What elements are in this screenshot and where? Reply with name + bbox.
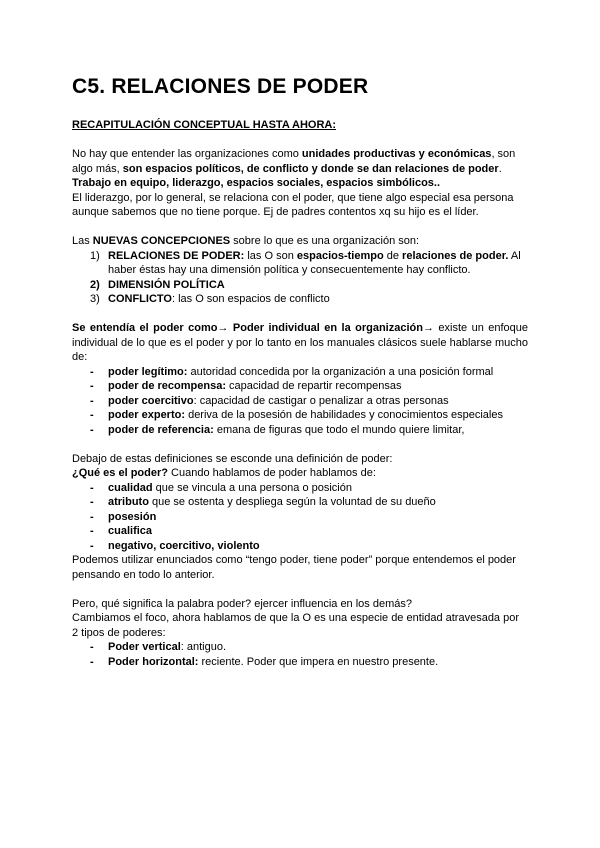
page-title: C5. RELACIONES DE PODER <box>72 75 369 98</box>
poder-types-list <box>72 365 528 438</box>
list-item: 3) CONFLICTO: las O son espacios de conflicto <box>90 293 330 305</box>
list-item: 1) RELACIONES DE PODER: las O son espacios-tiempo de relaciones de poder. Al haber éstas hay una dimensión política y consecuentemente hay conflicto. <box>90 249 521 276</box>
list-item: - poder de referencia: emana de figuras que todo el mundo quiere limitar, <box>90 423 465 436</box>
que-es-poder-question: ¿Qué es el poder? Cuando hablamos de poder hablamos de: <box>72 467 376 479</box>
list-item: - poder experto: deriva de la posesión de habilidades y conocimientos especiales <box>90 409 503 421</box>
cambiamos-paragraph: Cambiamos el foco, ahora hablamos de que la O es una especie de entidad atravesada por 2 tipos de poderes: <box>72 612 520 639</box>
intro-paragraph: No hay que entender las organizaciones como unidades productivas y económicas, son algo más, son espacios políticos, de conflicto y donde se dan relaciones de poder. Trabajo en equipo, liderazgo, espacios sociales, espacios simbólicos.. <box>72 148 516 189</box>
list-item: - cualifica <box>90 525 153 537</box>
significa-question: Pero, qué significa la palabra poder? ejercer influencia en los demás? <box>72 597 412 610</box>
liderazgo-paragraph: El liderazgo, por lo general, se relaciona con el poder, que tiene algo especial esa persona aunque sabemos que no tiene porque. Ej de padres contentos xq su hijo es el líder. <box>72 191 514 218</box>
list-item: - poder coercitivo: capacidad de castigar o penalizar a otras personas <box>90 394 449 407</box>
section-subheading: RECAPITULACIÓN CONCEPTUAL HASTA AHORA: <box>72 119 336 131</box>
list-item: - Poder vertical: antiguo. <box>90 641 227 653</box>
list-item: - poder legítimo: autoridad concedida por la organización a una posición formal <box>90 365 494 378</box>
poder-attributes-list <box>72 481 528 554</box>
list-item: - poder de recompensa: capacidad de repartir recompensas <box>90 380 402 392</box>
list-item: 2) DIMENSIÓN POLÍTICA <box>90 278 225 291</box>
nuevas-lead: Las NUEVAS CONCEPCIONES sobre lo que es una organización son: <box>72 235 420 247</box>
poder-individual-paragraph: Se entendía el poder como→ Poder individual en la organización→ existe un enfoque individual de lo que es el poder y por lo tanto en los manuales clásicos suele hablarse mucho de: <box>72 322 529 363</box>
definicion-line: Debajo de estas definiciones se esconde una definición de poder: <box>72 452 393 465</box>
list-item: - atributo que se ostenta y despliega según la voluntad de su dueño <box>90 496 436 508</box>
nuevas-list <box>72 249 528 307</box>
document-page <box>72 74 528 669</box>
list-item: - negativo, coercitivo, violento <box>90 539 260 552</box>
poderes-list <box>72 640 528 669</box>
list-item: - Poder horizontal: reciente. Poder que impera en nuestro presente. <box>90 655 439 668</box>
enunciados-paragraph: Podemos utilizar enunciados como “tengo poder, tiene poder” porque entendemos el poder pensando en todo lo anterior. <box>72 554 516 581</box>
list-item: - cualidad que se vincula a una persona o posición <box>90 481 352 494</box>
list-item: - posesión <box>90 510 157 523</box>
